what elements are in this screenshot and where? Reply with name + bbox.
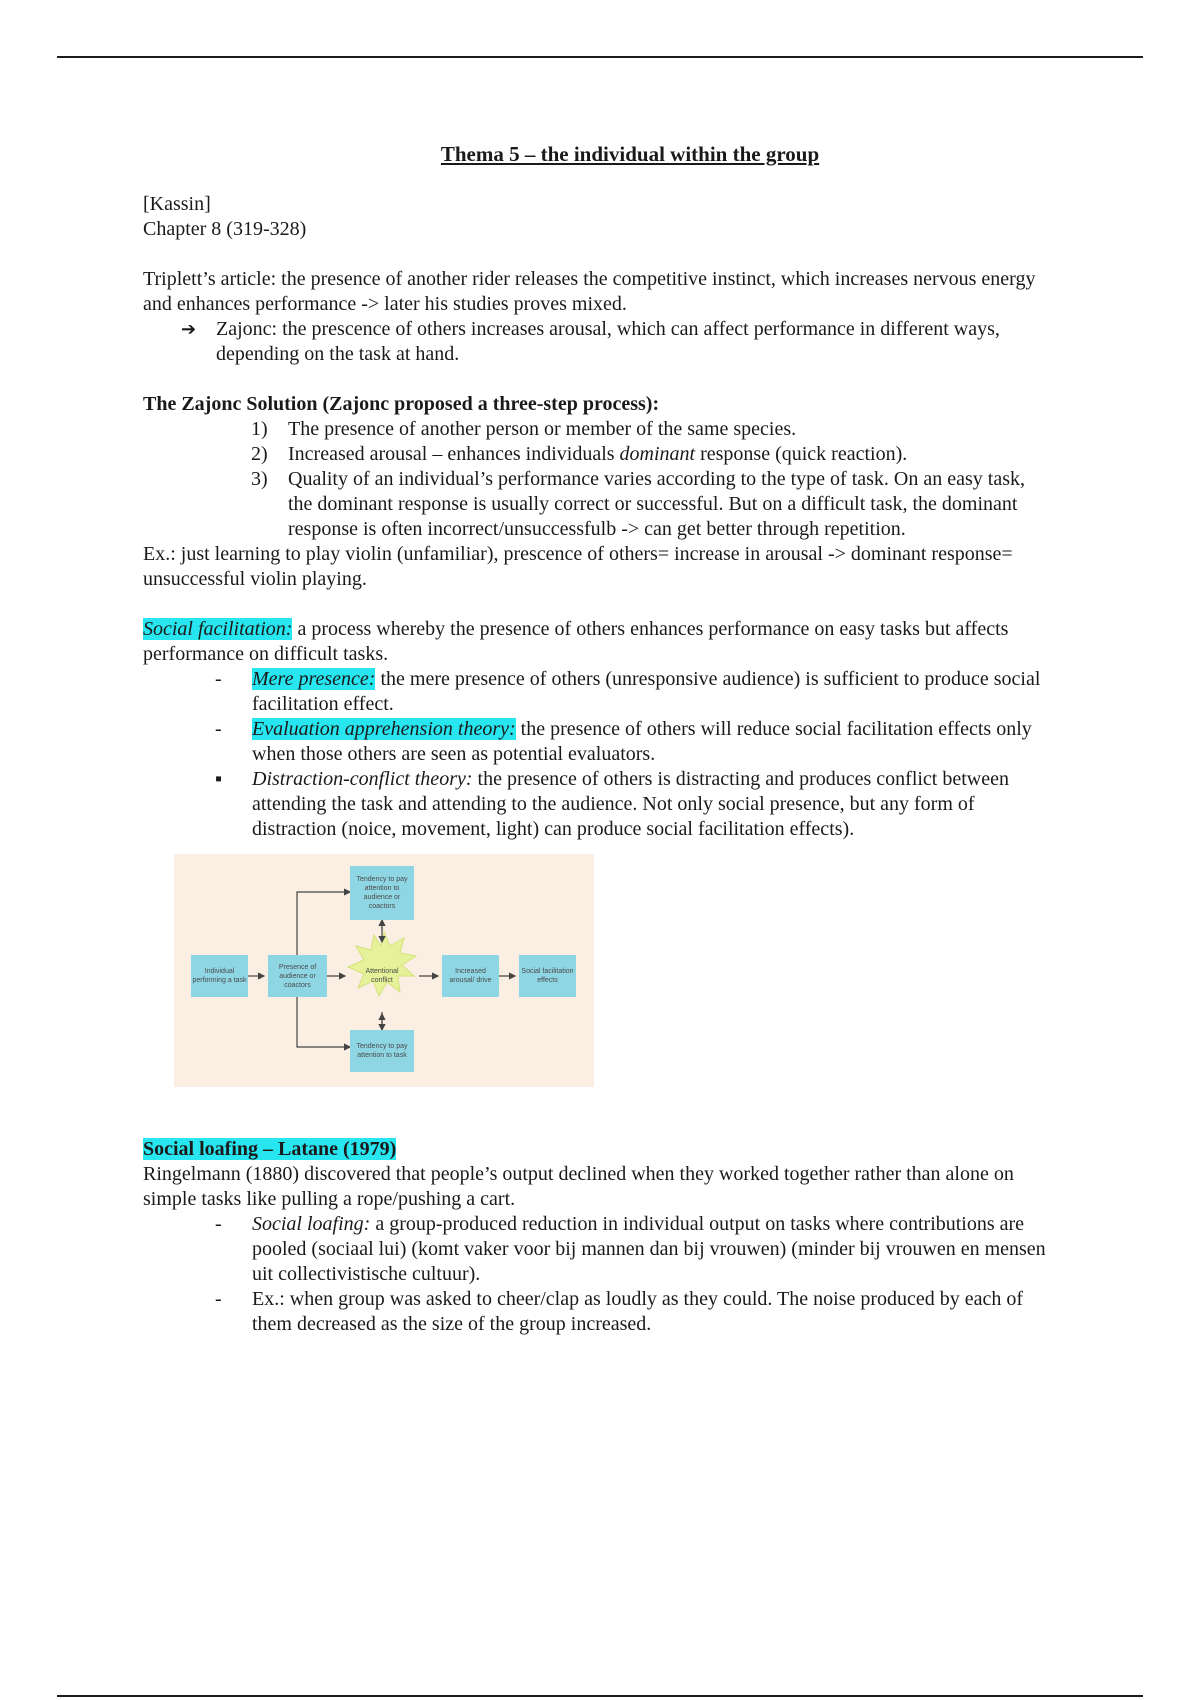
- box-presence: Presence of audience or coactors: [268, 955, 327, 997]
- mere-presence-text: the mere presence of others (unresponsive audience) is sufficient to produce social facilitation effect.: [252, 668, 1041, 715]
- mere-presence-term: Mere presence:: [252, 668, 376, 690]
- evaluation-apprehension-text: the presence of others will reduce social facilitation effects only when those others are seen as potential evaluators.: [252, 718, 1032, 765]
- page-title: Thema 5 – the individual within the group: [440, 142, 820, 166]
- ringelmann-paragraph: Ringelmann (1880) discovered that people’s output declined when they worked together rather than alone on simple tasks like pulling a rope/pushing a cart.: [143, 1163, 1014, 1210]
- social-facilitation-definition: [143, 617, 1048, 667]
- distraction-conflict-term: Distraction-conflict theory:: [252, 768, 473, 790]
- dash-bullet: -: [215, 1288, 222, 1310]
- chapter-line: Chapter 8 (319-328): [143, 218, 307, 240]
- distraction-conflict-text: the presence of others is distracting and produces conflict between attending the task and attending to the audience. Not only social presence, but any form of distraction (noice, movement, light) can produce social facilitation effects).: [252, 768, 1009, 840]
- box-social-facilitation-effects: Social facilitation effects: [519, 955, 576, 997]
- distraction-conflict-diagram: [174, 854, 594, 1087]
- box-attention-task: Tendency to pay attention to task: [350, 1030, 414, 1072]
- zajonc-heading: The Zajonc Solution (Zajonc proposed a three-step process):: [143, 393, 660, 415]
- social-loafing-heading-line: [143, 1137, 1048, 1162]
- box-attention-audience: Tendency to pay attention to audience or coactors: [350, 866, 414, 920]
- evaluation-apprehension-term: Evaluation apprehension theory:: [252, 718, 516, 740]
- social-loafing-list: [143, 1212, 1048, 1337]
- step-text-pre: Increased arousal – enhances individuals: [288, 443, 620, 465]
- step-text-post: response (quick reaction).: [695, 443, 908, 465]
- header-rule: [57, 56, 1143, 58]
- box-individual: Individual performing a task: [191, 955, 248, 997]
- square-bullet: ▪: [215, 768, 223, 790]
- social-loafing-heading: Social loafing – Latane (1979): [143, 1138, 397, 1160]
- list-item: [143, 467, 1048, 542]
- social-facilitation-term: Social facilitation:: [143, 618, 293, 640]
- list-item: [143, 1287, 1048, 1337]
- box-increased-arousal: Increased arousal/ drive: [442, 955, 499, 997]
- step-number: 2): [251, 443, 268, 465]
- arrow-icon: ➔: [181, 319, 197, 339]
- triplett-paragraph: Triplett’s article: the presence of another rider releases the competitive instinct, which increases nervous energy and enhances performance -> later his studies proves mixed.: [143, 268, 1036, 315]
- step-number: 3): [251, 468, 268, 490]
- list-item: [143, 1212, 1048, 1287]
- list-item: [143, 417, 1048, 442]
- dash-bullet: -: [215, 668, 222, 690]
- zajonc-arrow-item: [143, 317, 1048, 367]
- list-item: [143, 442, 1048, 467]
- zajonc-arrow-text: Zajonc: the prescence of others increases arousal, which can affect performance in different ways, depending on the task at hand.: [216, 318, 1000, 365]
- list-item: [143, 767, 1048, 842]
- attentional-conflict-label: Attentional conflict: [365, 968, 399, 984]
- social-loafing-term: Social loafing:: [252, 1213, 371, 1235]
- violin-example: Ex.: just learning to play violin (unfamiliar), prescence of others= increase in arousal -> dominant response= unsuccessful violin playing.: [143, 543, 1013, 590]
- step-number: 1): [251, 418, 268, 440]
- step-text: Quality of an individual’s performance varies according to the type of task. On an easy task, the dominant response is usually correct or successful. But on a difficult task, the dominant response is often incorrect/unsuccessfulb -> can get better through repetition.: [288, 468, 1025, 540]
- social-facilitation-text: a process whereby the presence of others enhances performance on easy tasks but affects performance on difficult tasks.: [143, 618, 1009, 665]
- source-line: [Kassin]: [143, 193, 211, 215]
- footer-rule: [57, 1695, 1143, 1697]
- list-item: [143, 667, 1048, 717]
- cheer-example-text: Ex.: when group was asked to cheer/clap as loudly as they could. The noise produced by each of them decreased as the size of the group increased.: [252, 1288, 1024, 1335]
- social-facilitation-list: [143, 667, 1048, 842]
- step-text-em: dominant: [619, 443, 696, 465]
- dash-bullet: -: [215, 1213, 222, 1235]
- dash-bullet: -: [215, 718, 222, 740]
- document-body: [143, 192, 1048, 1337]
- zajonc-steps: [143, 417, 1048, 542]
- social-loafing-text: a group-produced reduction in individual output on tasks where contributions are pooled (sociaal lui) (komt vaker voor bij mannen dan bij vrouwen) (minder bij vrouwen en mensen uit collectivistische cultuur).: [252, 1213, 1046, 1285]
- list-item: [143, 717, 1048, 767]
- step-text: The presence of another person or member of the same species.: [288, 418, 797, 440]
